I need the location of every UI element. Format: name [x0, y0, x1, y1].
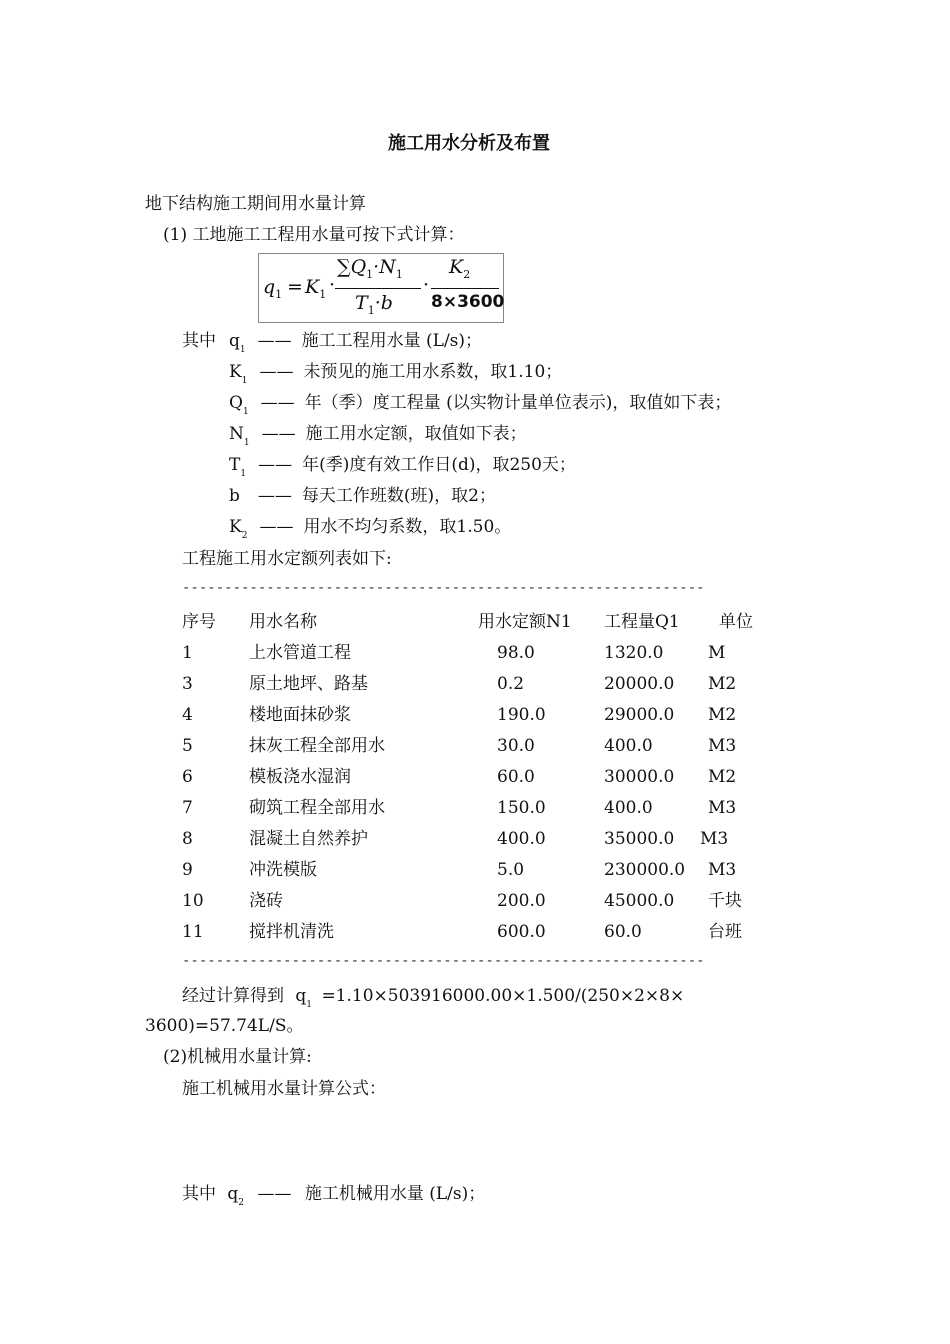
- formula-num-sum: ∑Q: [337, 256, 367, 278]
- definition-line: [229, 393, 731, 417]
- table-intro: 工程施工用水定额列表如下:: [182, 549, 392, 569]
- formula-den-t-sub: 1: [367, 303, 375, 317]
- table-cell: 9: [182, 860, 193, 880]
- table-cell: 98.0: [497, 643, 535, 663]
- table-cell: 11: [182, 922, 204, 942]
- section-heading: 地下结构施工期间用水量计算: [145, 194, 366, 214]
- table-cell: 搅拌机清洗: [249, 922, 334, 942]
- formula-num-sum-sub: 1: [366, 267, 374, 281]
- table-cell: 10: [182, 891, 204, 911]
- result-prefix: 经过计算得到: [182, 986, 284, 1006]
- definition-symbol-sub: 1: [241, 376, 248, 386]
- table-cell: M3: [708, 798, 737, 818]
- table-header-cell: 工程量Q1: [604, 612, 680, 632]
- formula-num-n: ·N: [373, 256, 396, 278]
- table-cell: 千块: [708, 891, 742, 911]
- formula-k1-sub: 1: [319, 287, 327, 301]
- table-cell: M2: [708, 674, 737, 694]
- def2-symbol-sub: 2: [238, 1198, 245, 1208]
- table-header-cell: 序号: [182, 612, 216, 632]
- definition-symbol-sub: 1: [239, 345, 246, 355]
- table-cell: 5: [182, 736, 193, 756]
- page-title: 施工用水分析及布置: [388, 133, 550, 154]
- table-cell: 35000.0: [604, 829, 675, 849]
- definition-line: [229, 517, 511, 541]
- table-header-cell: 用水名称: [249, 612, 317, 632]
- table-cell: 30.0: [497, 736, 535, 756]
- definition-symbol-sub: 1: [240, 469, 247, 479]
- table-cell: M: [708, 643, 726, 663]
- definition-symbol-sub: 1: [243, 438, 250, 448]
- definition-dash: ——: [259, 517, 294, 537]
- definition-symbol: K: [229, 517, 242, 537]
- table-separator-bottom: --------------------------------------------------------------: [182, 953, 705, 969]
- def2-text: 施工机械用水量 (L/s)；: [304, 1184, 486, 1204]
- def2-symbol: q: [227, 1184, 239, 1204]
- definition-line: [229, 424, 527, 448]
- definition-line: [229, 486, 496, 510]
- fraction-bar-1: [335, 288, 421, 289]
- formula-k2-sub: 2: [463, 267, 471, 281]
- table-cell: 1320.0: [604, 643, 664, 663]
- table-cell: M3: [708, 860, 737, 880]
- definition-dash: ——: [261, 424, 296, 444]
- formula-lhs-sub: 1: [275, 287, 283, 301]
- definition-symbol: K: [229, 362, 242, 382]
- definition-line: [229, 331, 482, 355]
- table-cell: 浇砖: [249, 891, 283, 911]
- formula-num-n-sub: 1: [395, 267, 403, 281]
- table-cell: 4: [182, 705, 193, 725]
- definition-text: 施工用水定额，取值如下表；: [305, 424, 527, 444]
- table-cell: 7: [182, 798, 193, 818]
- table-cell: 6: [182, 767, 193, 787]
- definition-dash: ——: [258, 455, 293, 475]
- table-cell: 模板浇水湿润: [249, 767, 351, 787]
- definition-text: 每天工作班数(班)，取2；: [301, 486, 496, 506]
- formula-k2: K: [449, 256, 464, 278]
- table-cell: 29000.0: [604, 705, 675, 725]
- result-equation: =1.10×503916000.00×1.500/(250×2×8×: [321, 986, 685, 1006]
- definition-dash: ——: [260, 393, 295, 413]
- table-cell: 抹灰工程全部用水: [249, 736, 385, 756]
- table-cell: 台班: [708, 922, 742, 942]
- table-header-cell: 用水定额N1: [478, 612, 572, 632]
- definition-text: 用水不均匀系数，取1.50。: [303, 517, 512, 537]
- result-line-2: 3600)=57.74L/S。: [145, 1016, 304, 1036]
- table-cell: 150.0: [497, 798, 546, 818]
- fraction-bar-2: [431, 288, 499, 289]
- table-cell: 60.0: [497, 767, 535, 787]
- definition-dash: ——: [259, 362, 294, 382]
- table-cell: 混凝土自然养护: [249, 829, 368, 849]
- item-2-formula-label: 施工机械用水量计算公式：: [182, 1079, 386, 1099]
- definition-symbol-sub: 2: [241, 531, 248, 541]
- item-1-heading: (1) 工地施工工程用水量可按下式计算：: [163, 225, 465, 245]
- table-cell: 8: [182, 829, 193, 849]
- def2-line: [182, 1184, 485, 1208]
- table-cell: 砌筑工程全部用水: [249, 798, 385, 818]
- table-cell: 400.0: [497, 829, 546, 849]
- table-cell: M3: [700, 829, 729, 849]
- table-cell: M3: [708, 736, 737, 756]
- definition-text: 施工工程用水量 (L/s)；: [301, 331, 483, 351]
- table-cell: 0.2: [497, 674, 525, 694]
- table-cell: M2: [708, 767, 737, 787]
- table-separator-top: --------------------------------------------------------------: [182, 580, 705, 596]
- table-cell: 60.0: [604, 922, 642, 942]
- table-header-cell: 单位: [719, 612, 753, 632]
- result-symbol-sub: 1: [306, 1000, 313, 1010]
- table-cell: 230000.0: [604, 860, 686, 880]
- definition-dash: ——: [257, 331, 292, 351]
- definition-text: 未预见的施工用水系数，取1.10；: [303, 362, 563, 382]
- formula-k1: K: [305, 276, 320, 298]
- result-line-1: [182, 986, 684, 1010]
- table-cell: 45000.0: [604, 891, 675, 911]
- item-2-heading: (2)机械用水量计算:: [163, 1047, 312, 1067]
- table-cell: 30000.0: [604, 767, 675, 787]
- definition-symbol: b: [229, 486, 240, 506]
- def2-dash: ——: [257, 1184, 292, 1204]
- result-symbol: q: [295, 986, 307, 1006]
- definition-dash: ——: [257, 486, 292, 506]
- formula-q1: $q_1$ = $K_1$ · $\sum Q_1\cdot N_1$ $T_1\cdot b$ · $K_2$ 8×3600: [258, 253, 504, 323]
- definition-line: [229, 455, 576, 479]
- definition-symbol: T: [229, 455, 241, 475]
- table-cell: 400.0: [604, 736, 653, 756]
- formula-den-t: T: [355, 292, 368, 314]
- definition-text: 年(季)度有效工作日(d)，取250天；: [302, 455, 576, 475]
- table-cell: 楼地面抹砂浆: [249, 705, 351, 725]
- definition-symbol: N: [229, 424, 244, 444]
- table-cell: M2: [708, 705, 737, 725]
- table-cell: 400.0: [604, 798, 653, 818]
- definition-symbol: q: [229, 331, 240, 351]
- where-prefix-2: 其中: [182, 1184, 216, 1204]
- formula-den-b: ·b: [374, 292, 393, 314]
- formula-lhs: q: [263, 276, 276, 298]
- formula-den2: 8×3600: [431, 292, 505, 312]
- table-cell: 20000.0: [604, 674, 675, 694]
- table-cell: 200.0: [497, 891, 546, 911]
- table-cell: 600.0: [497, 922, 546, 942]
- definition-symbol-sub: 1: [242, 407, 249, 417]
- definition-text: 年（季）度工程量 (以实物计量单位表示)，取值如下表；: [304, 393, 732, 413]
- where-prefix: 其中: [182, 331, 216, 351]
- table-cell: 冲洗模版: [249, 860, 317, 880]
- table-cell: 上水管道工程: [249, 643, 351, 663]
- table-cell: 原土地坪、路基: [249, 674, 368, 694]
- definition-symbol: Q: [229, 393, 243, 413]
- table-cell: 1: [182, 643, 193, 663]
- table-cell: 3: [182, 674, 193, 694]
- formula-eq: =: [287, 276, 303, 298]
- table-cell: 5.0: [497, 860, 525, 880]
- definition-line: [229, 362, 562, 386]
- table-cell: 190.0: [497, 705, 546, 725]
